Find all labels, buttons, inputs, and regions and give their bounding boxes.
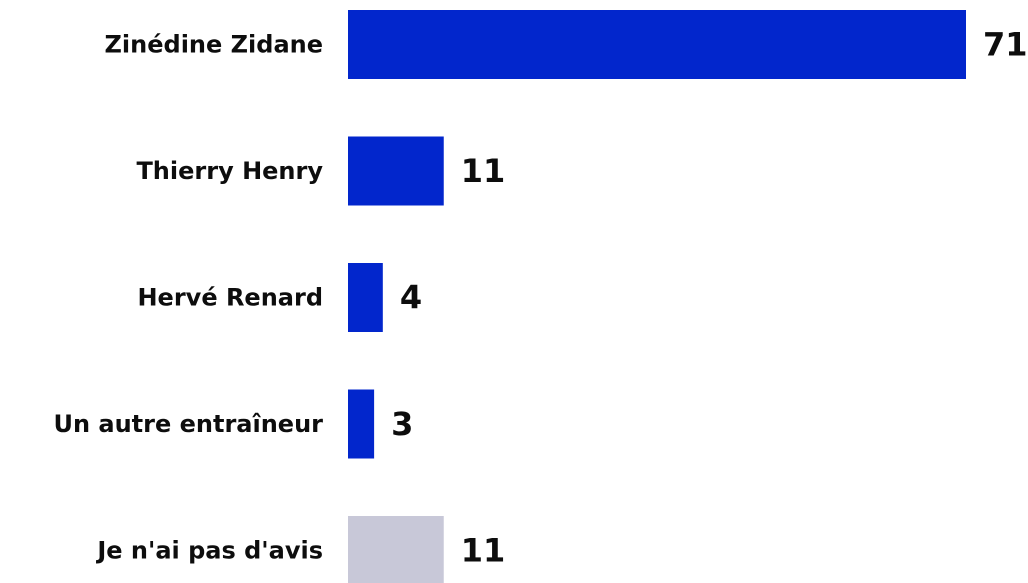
value-label: 71 [983, 25, 1028, 64]
value-label: 4 [399, 278, 423, 317]
value-label: 11 [460, 152, 506, 190]
bar [348, 263, 383, 332]
category-label: Hervé Renard [137, 283, 323, 312]
labels-group [53, 26, 1027, 570]
bars-group [348, 10, 966, 583]
bar [348, 390, 374, 459]
value-label: 3 [391, 405, 414, 443]
category-label: Thierry Henry [136, 157, 323, 185]
category-label: Zinédine Zidane [104, 30, 323, 59]
bar [348, 10, 966, 79]
category-label: Un autre entraîneur [53, 410, 323, 438]
value-label: 11 [460, 531, 506, 570]
bar [348, 516, 444, 583]
bar [348, 137, 444, 206]
category-label: Je n'ai pas d'avis [97, 536, 323, 565]
